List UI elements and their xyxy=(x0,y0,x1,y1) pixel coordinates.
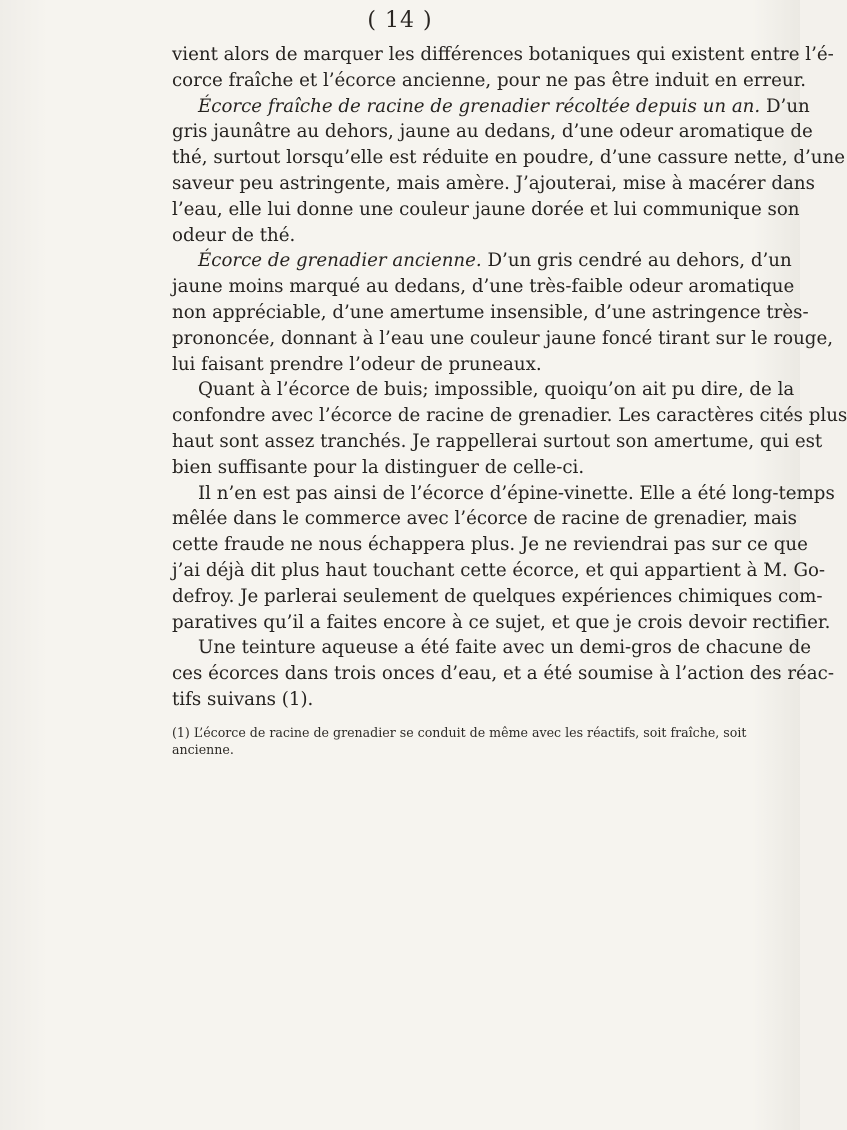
text-fragment: D’un gris cendré au dehors, d’un xyxy=(481,250,792,272)
text-line: jaune moins marqué au dedans, d’une très-faible odeur aromatique xyxy=(172,276,795,298)
page-number: ( 14 ) xyxy=(367,8,433,33)
text-line: gris jaunâtre au dehors, jaune au dedans, d’une odeur aromatique de xyxy=(172,121,813,143)
paragraph-buis xyxy=(172,377,847,480)
text-line: haut sont assez tranchés. Je rappellerai surtout son amertume, qui est xyxy=(172,430,823,452)
text-line: confondre avec l’écorce de racine de grenadier. Les caractères cités plus xyxy=(172,405,847,427)
text-line: bien suffisante pour la distinguer de celle-ci. xyxy=(172,456,585,478)
text-line: non appréciable, d’une amertume insensible, d’une astringence très- xyxy=(172,301,809,323)
paragraph-intro xyxy=(172,42,834,94)
text-line: prononcée, donnant à l’eau une couleur jaune foncé tirant sur le rouge, xyxy=(172,327,833,349)
text-line: defroy. Je parlerai seulement de quelques expériences chimiques com- xyxy=(172,585,823,607)
fresh-bark-heading: Écorce fraîche de racine de grenadier récoltée depuis un an. xyxy=(198,95,761,117)
text-line: Il n’en est pas ainsi de l’écorce d’épine-vinette. Elle a été long-temps xyxy=(198,482,835,504)
main-text xyxy=(172,42,847,713)
text-line: thé, surtout lorsqu’elle est réduite en poudre, d’une cassure nette, d’une xyxy=(172,147,845,169)
text-line: saveur peu astringente, mais amère. J’ajouterai, mise à macérer dans xyxy=(172,172,815,194)
text-line: Quant à l’écorce de buis; impossible, quoiqu’on ait pu dire, de la xyxy=(198,379,795,401)
text-line: j’ai déjà dit plus haut touchant cette écorce, et qui appartient à M. Go- xyxy=(172,559,826,581)
paragraph-old-bark xyxy=(172,248,833,377)
paragraph-epine-vinette xyxy=(172,481,835,636)
text-line: lui faisant prendre l’odeur de pruneaux. xyxy=(172,353,542,375)
text-line: odeur de thé. xyxy=(172,224,296,246)
text-line: cette fraude ne nous échappera plus. Je ne reviendrai pas sur ce que xyxy=(172,534,808,556)
old-bark-heading: Écorce de grenadier ancienne. xyxy=(198,250,482,272)
paragraph-teinture xyxy=(172,635,834,712)
text-line: vient alors de marquer les différences botaniques qui existent entre l’é- xyxy=(172,44,834,65)
text-line: corce fraîche et l’écorce ancienne, pour ne pas être induit en erreur. xyxy=(172,69,807,91)
text-fragment: D’un xyxy=(760,95,810,117)
text-line: tifs suivans (1). xyxy=(172,688,314,710)
footnote xyxy=(172,724,747,758)
text-line: Une teinture aqueuse a été faite avec un demi-gros de chacune de xyxy=(198,637,812,659)
text-line: mêlée dans le commerce avec l’écorce de racine de grenadier, mais xyxy=(172,508,797,530)
text-line xyxy=(172,248,792,274)
text-line xyxy=(172,94,810,120)
footnote-line: (1) L’écorce de racine de grenadier se conduit de même avec les réactifs, soit fraîche, soit xyxy=(172,725,747,740)
footnote-line: ancienne. xyxy=(172,742,234,757)
paragraph-fresh-bark xyxy=(172,94,845,249)
text-line: paratives qu’il a faites encore à ce sujet, et que je crois devoir rectifier. xyxy=(172,611,831,633)
text-line: ces écorces dans trois onces d’eau, et a été soumise à l’action des réac- xyxy=(172,663,834,685)
text-line: l’eau, elle lui donne une couleur jaune dorée et lui communique son xyxy=(172,198,800,220)
